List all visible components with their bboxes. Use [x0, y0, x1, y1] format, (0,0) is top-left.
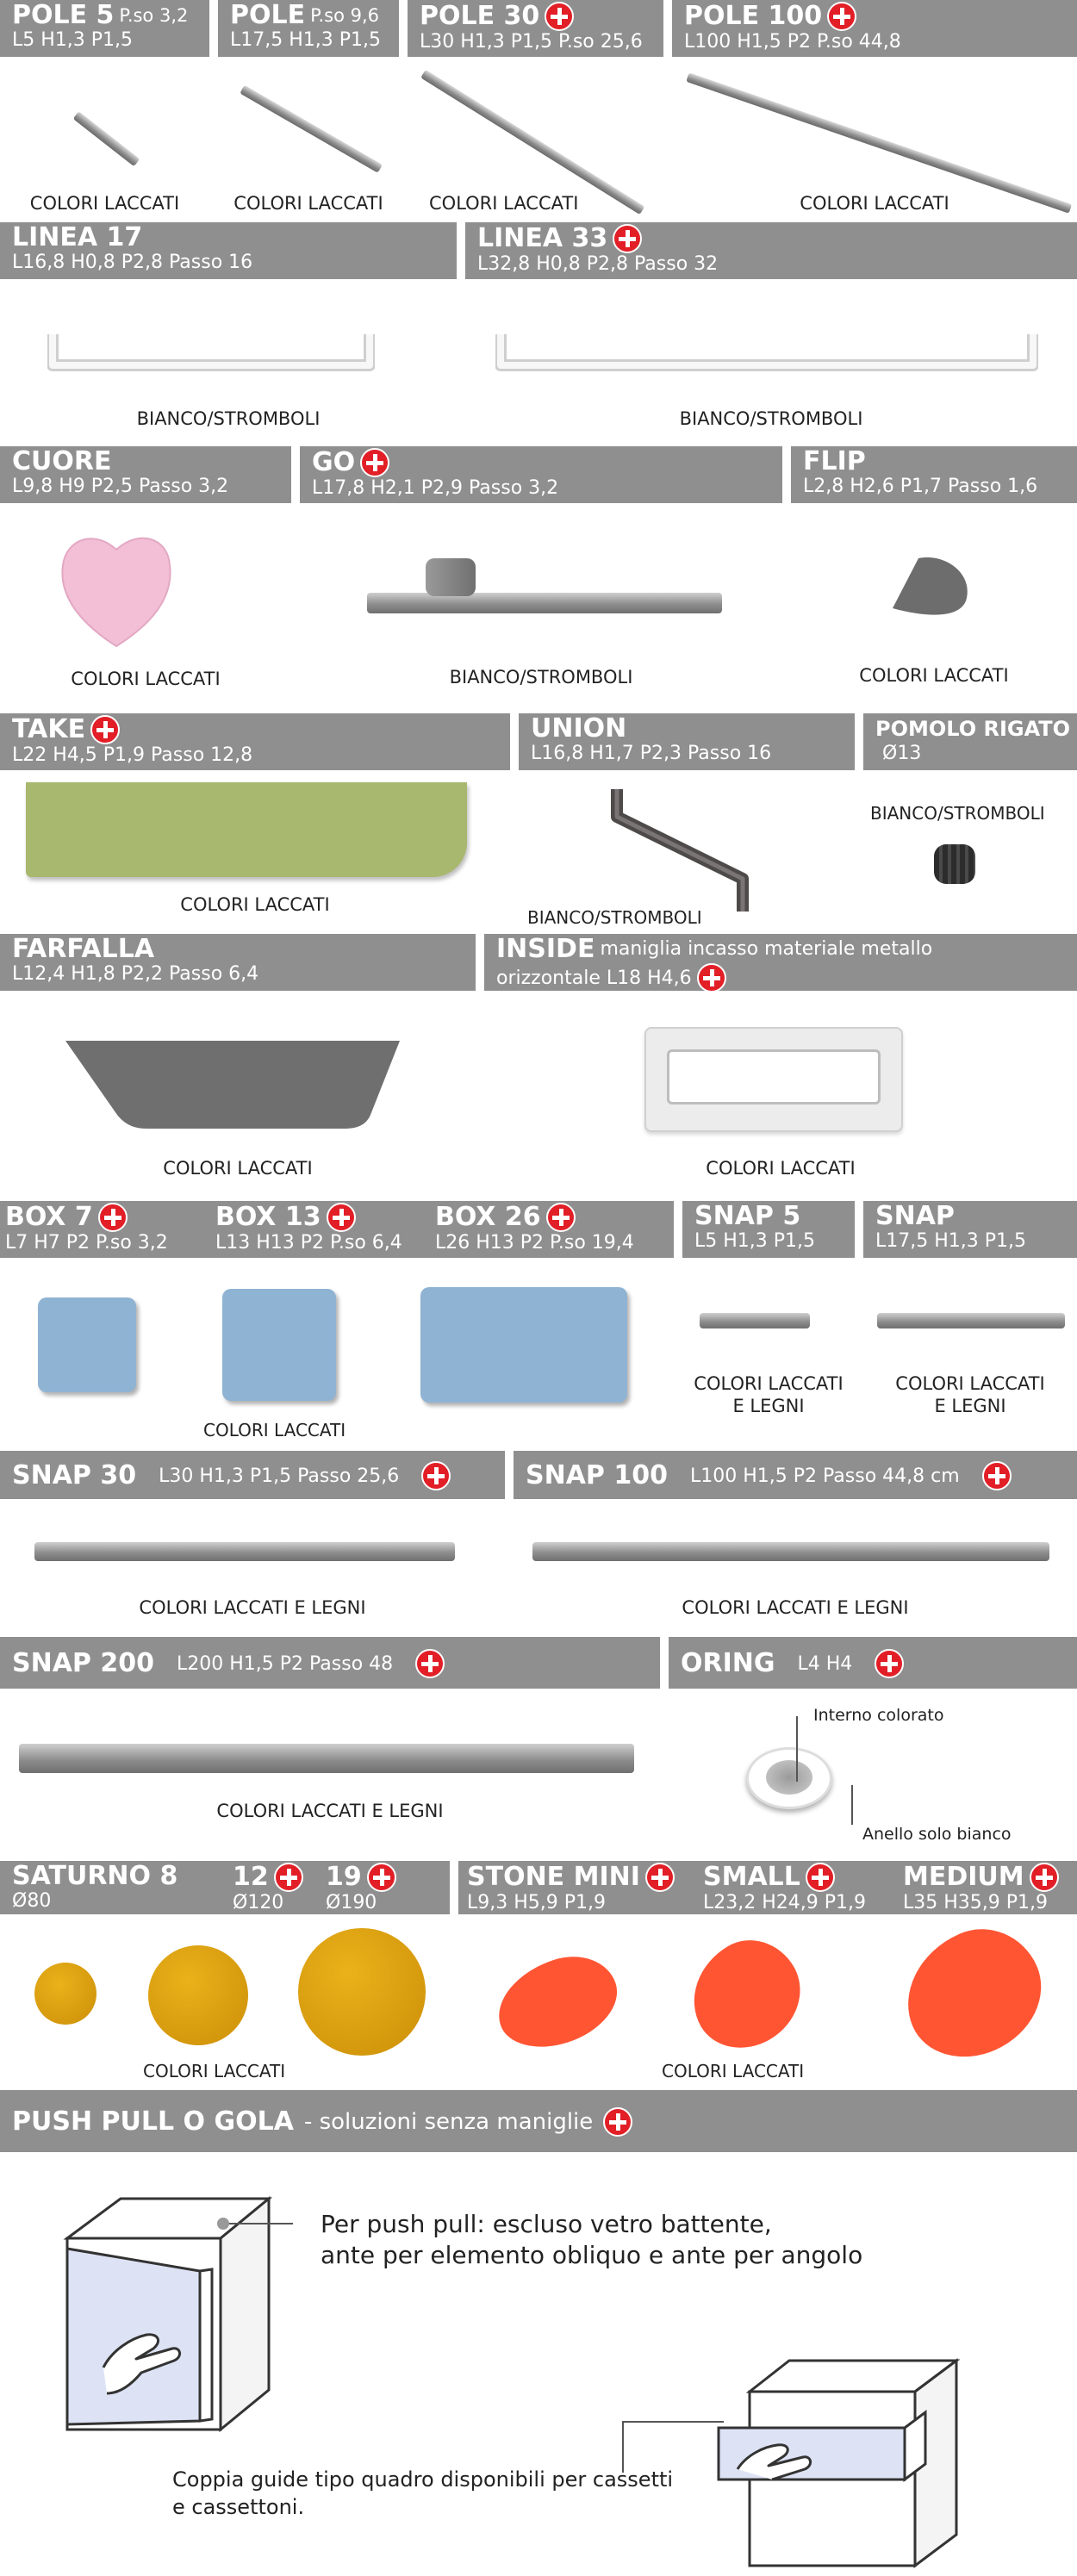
- red-cross-icon: [415, 1649, 445, 1678]
- product-title: SNAP 200: [12, 1648, 154, 1678]
- product-title: SNAP 100: [526, 1460, 668, 1490]
- product-title: 19: [326, 1862, 362, 1892]
- finish-label: BIANCO/STROMBOLI: [449, 667, 633, 688]
- product-title: SMALL: [703, 1862, 800, 1892]
- product-title: SNAP 5: [694, 1201, 801, 1231]
- farfalla-card: [0, 934, 476, 1201]
- push-note-line2: ante per elemento obliquo e ante per angolo: [321, 2241, 863, 2269]
- product-dims: L100 H1,5 P2 P.so 44,8: [684, 31, 901, 53]
- saturno12-header: [233, 1863, 303, 1913]
- stonemini-knob: [487, 1944, 629, 2060]
- medium-header: [903, 1863, 1059, 1913]
- card-header: [863, 1201, 1077, 1258]
- product-dims: Ø80: [12, 1890, 52, 1912]
- card-header: [0, 1637, 660, 1689]
- cabinet-drawer-illustration: [707, 2349, 965, 2573]
- saturno19-header: [326, 1863, 396, 1913]
- product-title: 12: [233, 1862, 269, 1892]
- product-dims: L12,4 H1,8 P2,2 Passo 6,4: [12, 963, 259, 985]
- linea33-handle: [495, 326, 1038, 377]
- pointer-line: [851, 1785, 853, 1825]
- finish-label: COLORI LACCATI: [29, 193, 180, 214]
- box-card: [0, 1201, 674, 1451]
- product-dims: Ø120: [233, 1892, 284, 1913]
- cuore-handle: [56, 524, 177, 653]
- product-dims: L23,2 H24,9 P1,9: [703, 1892, 867, 1913]
- card-header: [218, 0, 399, 57]
- card-header: [669, 1637, 1077, 1689]
- box7-handle: [38, 1297, 136, 1392]
- finish-label: COLORI LACCATI: [429, 193, 579, 214]
- card-header: [863, 713, 1077, 770]
- product-title: INSIDE: [496, 934, 595, 964]
- red-cross-icon: [982, 1461, 1012, 1490]
- card-header: [0, 1861, 450, 1914]
- product-title: BOX 26: [435, 1202, 541, 1232]
- finish-label: COLORI LACCATI: [706, 1158, 856, 1179]
- card-header: [514, 1451, 1077, 1499]
- pole30-card: [408, 0, 663, 222]
- union-handle: [605, 782, 777, 920]
- pointer-line: [222, 2223, 293, 2224]
- product-dims: L9,8 H9 P2,5 Passo 3,2: [12, 476, 229, 497]
- pointer-line: [622, 2421, 724, 2423]
- oring-ring: [746, 1747, 832, 1809]
- card-header: [0, 1201, 674, 1258]
- pointer-line: [796, 1716, 798, 1782]
- snap100-card: [514, 1451, 1077, 1637]
- product-dims: L30 H1,3 P1,5 Passo 25,6: [159, 1465, 400, 1487]
- go-handle-grip: [426, 558, 476, 596]
- product-title: LINEA 17: [12, 222, 143, 252]
- red-cross-icon: [603, 2107, 632, 2137]
- pole-card: [218, 0, 399, 222]
- push-pull-section: [0, 2090, 1077, 2576]
- cabinet-door-illustration: [52, 2187, 310, 2445]
- red-cross-icon: [1030, 1863, 1059, 1892]
- pole-handle: [240, 85, 383, 173]
- card-header: [408, 0, 663, 57]
- product-title: POLE 100: [684, 1, 823, 31]
- flip-card: [791, 446, 1077, 713]
- finish-label: BIANCO/STROMBOLI: [136, 408, 321, 429]
- product-weight: P.so 3,2: [119, 5, 189, 26]
- finish-label: COLORI LACCATI: [662, 2061, 805, 2081]
- product-title: POLE: [230, 0, 306, 30]
- card-header: [0, 1451, 505, 1499]
- saturno12-knob: [148, 1945, 248, 2045]
- snap30-handle: [34, 1542, 455, 1561]
- finish-label-line1: COLORI LACCATI: [895, 1373, 1045, 1394]
- flip-handle: [884, 548, 979, 625]
- finish-label: BIANCO/STROMBOLI: [527, 907, 702, 928]
- product-title: GO: [312, 447, 356, 477]
- product-title: TAKE: [12, 714, 86, 744]
- red-cross-icon: [98, 1203, 128, 1232]
- box7-header: [5, 1203, 168, 1254]
- red-cross-icon: [421, 1461, 451, 1490]
- red-cross-icon: [360, 448, 389, 477]
- finish-label: COLORI LACCATI: [859, 665, 1009, 686]
- snap-card: [863, 1201, 1077, 1451]
- box13-handle: [222, 1289, 336, 1401]
- drawer-note-line1: Coppia guide tipo quadro disponibili per cassetti: [172, 2467, 674, 2492]
- product-dims: L16,8 H1,7 P2,3 Passo 16: [531, 743, 772, 764]
- product-dims: L26 H13 P2 P.so 19,4: [435, 1232, 634, 1254]
- product-dims: L13 H13 P2 P.so 6,4: [215, 1232, 402, 1254]
- finish-label: BIANCO/STROMBOLI: [870, 803, 1045, 824]
- product-dims: L17,5 H1,3 P1,5: [230, 29, 382, 51]
- section-title: PUSH PULL O GOLA: [12, 2106, 294, 2137]
- product-title: POLE 5: [12, 0, 115, 30]
- small-header: [703, 1863, 866, 1913]
- oring-note-interior: Interno colorato: [813, 1706, 944, 1725]
- saturno8-knob: [34, 1963, 96, 2025]
- medium-knob: [886, 1911, 1061, 2077]
- product-dims: L5 H1,3 P1,5: [694, 1230, 816, 1252]
- finish-label-line1: COLORI LACCATI: [694, 1373, 844, 1394]
- red-cross-icon: [697, 963, 726, 992]
- pointer-line: [622, 2421, 624, 2473]
- oring-note-ring: Anello solo bianco: [862, 1825, 1012, 1844]
- product-title: FLIP: [803, 446, 866, 476]
- product-subtitle: maniglia incasso materiale metallo: [600, 938, 933, 960]
- box26-handle: [420, 1287, 627, 1403]
- pointer-dot: [217, 2218, 229, 2230]
- union-card: [519, 713, 855, 934]
- card-header: [0, 934, 476, 991]
- product-dims: L7 H7 P2 P.so 3,2: [5, 1232, 168, 1254]
- linea17-card: [0, 222, 457, 446]
- card-header: [465, 222, 1077, 279]
- product-dims: L17,8 H2,1 P2,9 Passo 3,2: [312, 477, 559, 499]
- finish-label: BIANCO/STROMBOLI: [679, 408, 863, 429]
- card-header: [0, 446, 291, 503]
- product-dims: orizzontale L18 H4,6: [496, 967, 692, 989]
- oring-interior: [766, 1760, 812, 1795]
- pole5-handle: [73, 111, 140, 166]
- finish-label: COLORI LACCATI: [71, 669, 221, 689]
- small-knob: [673, 1923, 819, 2066]
- finish-label: COLORI LACCATI: [203, 1420, 346, 1440]
- pole100-card: [672, 0, 1077, 222]
- product-dims: L35 H35,9 P1,9: [903, 1892, 1049, 1913]
- product-title: POLE 30: [420, 1, 540, 31]
- product-title: SNAP: [875, 1201, 955, 1231]
- red-cross-icon: [367, 1863, 396, 1892]
- product-title: LINEA 33: [477, 223, 608, 253]
- linea17-handle: [47, 326, 375, 377]
- snap-handle: [877, 1313, 1065, 1328]
- red-cross-icon: [545, 2, 574, 31]
- finish-label: COLORI LACCATI: [143, 2061, 286, 2081]
- red-cross-icon: [613, 224, 642, 253]
- stone-card: [458, 1861, 1077, 2090]
- product-title: SNAP 30: [12, 1460, 137, 1490]
- product-dims: L16,8 H0,8 P2,8 Passo 16: [12, 252, 253, 273]
- finish-label: COLORI LACCATI E LEGNI: [216, 1801, 444, 1821]
- snap100-handle: [532, 1542, 1049, 1561]
- snap200-card: [0, 1637, 660, 1861]
- oring-card: [669, 1637, 1077, 1861]
- product-dims: Ø190: [326, 1892, 377, 1913]
- drawer-note-line2: e cassettoni.: [172, 2495, 305, 2519]
- card-header: [682, 1201, 855, 1258]
- box13-header: [215, 1203, 402, 1254]
- pomolo-card: [863, 713, 1077, 934]
- product-title: BOX 13: [215, 1202, 321, 1232]
- farfalla-handle: [60, 1036, 405, 1139]
- card-header: [519, 713, 855, 770]
- product-dims: L4 H4: [797, 1652, 853, 1675]
- red-cross-icon: [806, 1863, 835, 1892]
- saturno8-header: [12, 1863, 177, 1912]
- section-subtitle: - soluzioni senza maniglie: [303, 2109, 594, 2135]
- red-cross-icon: [645, 1863, 675, 1892]
- product-title: BOX 7: [5, 1202, 93, 1232]
- snap200-handle: [19, 1744, 634, 1773]
- pole5-card: [0, 0, 209, 222]
- stonemini-header: [467, 1863, 675, 1913]
- linea33-card: [465, 222, 1077, 446]
- inside-handle-frame: [644, 1027, 903, 1132]
- red-cross-icon: [90, 715, 120, 744]
- pomolo-knob: [934, 844, 975, 884]
- product-dims: L30 H1,3 P1,5 P.so 25,6: [420, 31, 643, 53]
- snap5-handle: [700, 1313, 810, 1328]
- product-title: POMOLO RIGATO: [875, 717, 1071, 741]
- red-cross-icon: [327, 1203, 356, 1232]
- push-note-line1: Per push pull: escluso vetro battente,: [321, 2210, 772, 2238]
- product-title: STONE MINI: [467, 1862, 640, 1892]
- product-dims: L22 H4,5 P1,9 Passo 12,8: [12, 744, 253, 766]
- take-handle: [26, 782, 467, 877]
- snap5-card: [682, 1201, 855, 1451]
- product-title: MEDIUM: [903, 1862, 1024, 1892]
- product-dims: L200 H1,5 P2 Passo 48: [177, 1652, 394, 1675]
- box26-header: [435, 1203, 634, 1254]
- saturno-card: [0, 1861, 450, 2090]
- finish-label: COLORI LACCATI: [800, 193, 949, 214]
- finish-label: COLORI LACCATI E LEGNI: [682, 1597, 909, 1618]
- red-cross-icon: [546, 1203, 576, 1232]
- card-header: [0, 713, 510, 770]
- finish-label: COLORI LACCATI: [163, 1158, 313, 1179]
- finish-label-line2: E LEGNI: [934, 1396, 1006, 1416]
- product-title: CUORE: [12, 446, 112, 476]
- product-title: SATURNO 8: [12, 1861, 178, 1891]
- finish-label: COLORI LACCATI E LEGNI: [139, 1597, 366, 1618]
- product-title: UNION: [531, 713, 627, 744]
- card-header: [484, 934, 1077, 991]
- finish-label-line2: E LEGNI: [732, 1396, 805, 1416]
- red-cross-icon: [827, 2, 856, 31]
- product-dims: Ø13: [882, 743, 922, 764]
- finish-label: COLORI LACCATI: [180, 894, 330, 915]
- product-dims: L17,5 H1,3 P1,5: [875, 1230, 1027, 1252]
- inside-handle-recess: [667, 1049, 881, 1104]
- take-card: [0, 713, 510, 934]
- product-dims: L9,3 H5,9 P1,9: [467, 1892, 607, 1913]
- saturno19-knob: [298, 1928, 426, 2056]
- product-title: FARFALLA: [12, 934, 155, 964]
- section-header: [0, 2090, 1077, 2152]
- product-dims: L32,8 H0,8 P2,8 Passo 32: [477, 253, 719, 275]
- product-title: ORING: [681, 1648, 775, 1678]
- snap30-card: [0, 1451, 505, 1637]
- red-cross-icon: [274, 1863, 303, 1892]
- inside-card: [484, 934, 1077, 1201]
- go-card: [300, 446, 782, 713]
- red-cross-icon: [875, 1649, 904, 1678]
- card-header: [0, 0, 209, 57]
- go-handle-bar: [367, 593, 722, 613]
- product-dims: L100 H1,5 P2 Passo 44,8 cm: [690, 1465, 960, 1487]
- product-dims: L2,8 H2,6 P1,7 Passo 1,6: [803, 476, 1038, 497]
- finish-label: COLORI LACCATI: [233, 193, 383, 214]
- product-dims: L5 H1,3 P1,5: [12, 29, 134, 51]
- card-header: [0, 222, 457, 279]
- card-header: [458, 1861, 1077, 1914]
- card-header: [791, 446, 1077, 503]
- card-header: [300, 446, 782, 503]
- product-weight: P.so 9,6: [310, 5, 380, 26]
- card-header: [672, 0, 1077, 57]
- cuore-card: [0, 446, 291, 713]
